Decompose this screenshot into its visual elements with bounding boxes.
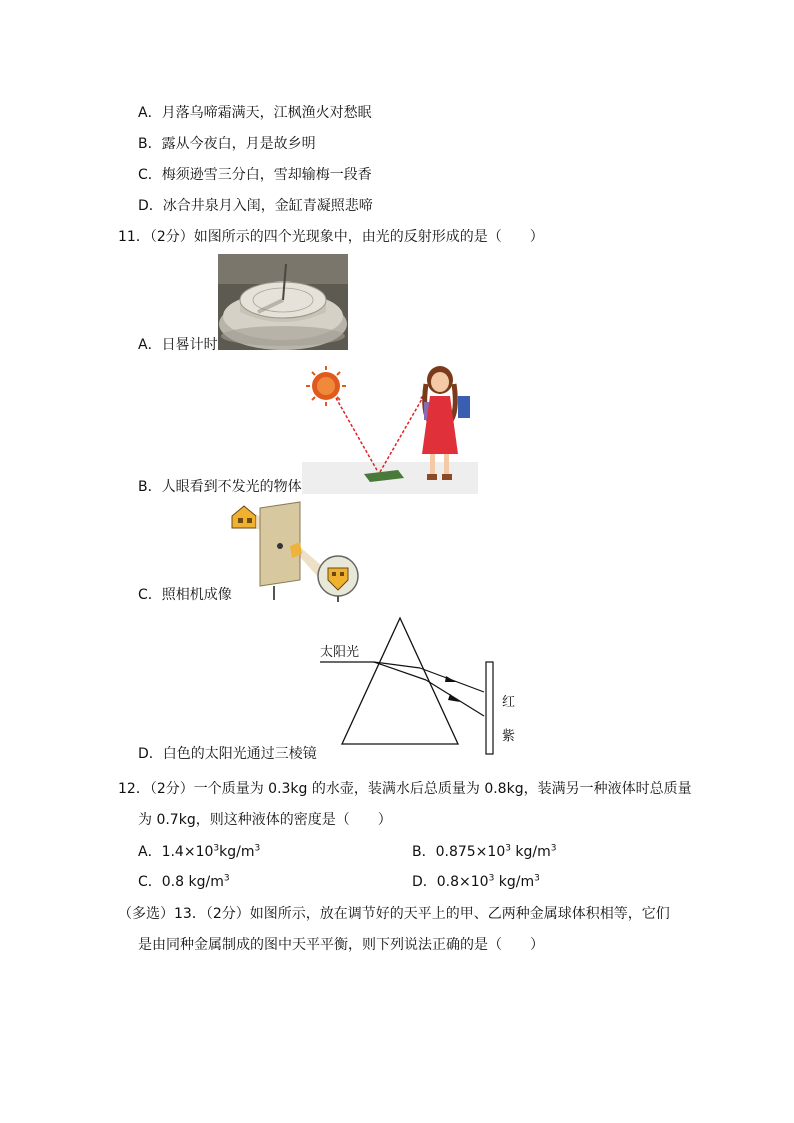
exponent: 3	[223, 873, 230, 884]
q12-option-a	[138, 843, 260, 861]
q11-stem: 11．（2分）如图所示的四个光现象中，由光的反射形成的是（ ）	[118, 229, 544, 245]
prism-figure	[314, 612, 524, 762]
q12-option-d	[412, 873, 540, 891]
exponent: 3	[488, 873, 495, 884]
sunlight-label: 太阳光	[320, 645, 360, 660]
exponent: 3	[213, 843, 220, 854]
q10-option-d: D．冰合井泉月入闺，金缸青凝照悲啼	[138, 198, 373, 214]
unit: kg/m	[510, 844, 551, 860]
sundial-photo	[218, 254, 348, 350]
house-icon	[232, 506, 256, 528]
camera-imaging-figure	[222, 500, 362, 602]
q11-option-a: A．日晷计时	[138, 337, 218, 353]
q12-option-c	[138, 873, 230, 891]
unit-exponent: 3	[550, 843, 557, 854]
q12-stem-line1: 12．（2分）一个质量为 0.3kg 的水壶，装满水后总质量为 0.8kg，装满另一种液体时总质量	[118, 781, 692, 797]
unit: kg/m	[494, 874, 535, 890]
unit-exponent: 3	[534, 873, 540, 884]
q10-option-b: B．露从今夜白，月是故乡明	[138, 136, 316, 152]
reflection-figure	[302, 362, 478, 494]
violet-label: 紫	[502, 729, 516, 744]
option-text: C．0.8 kg/m	[138, 874, 224, 890]
q12-option-b	[412, 843, 557, 861]
q11-option-c: C．照相机成像	[138, 587, 232, 603]
option-text: B．0.875×10	[412, 844, 506, 860]
prism	[342, 618, 458, 744]
q13-stem-line1: （多选）13．（2分）如图所示，放在调节好的天平上的甲、乙两种金属球体积相等，它们	[118, 906, 670, 922]
q10-option-a: A．月落乌啼霜满天，江枫渔火对愁眠	[138, 105, 372, 121]
option-text: D．0.8×10	[412, 874, 489, 890]
screen	[486, 662, 493, 754]
option-text: A．1.4×10	[138, 844, 214, 860]
q12-stem-line2: 为 0.7kg，则这种液体的密度是（ ）	[138, 812, 392, 828]
q11-option-b: B．人眼看到不发光的物体	[138, 479, 302, 495]
q11-option-d: D．白色的太阳光通过三棱镜	[138, 746, 317, 762]
q10-option-c: C．梅须逊雪三分白，雪却输梅一段香	[138, 167, 372, 183]
red-label: 红	[502, 695, 516, 710]
q13-stem-line2: 是由同种金属制成的图中天平平衡，则下列说法正确的是（ ）	[138, 937, 544, 953]
exponent: 3	[505, 843, 511, 854]
unit-exponent: 3	[254, 843, 261, 854]
sun-icon	[306, 366, 346, 406]
unit: kg/m	[219, 844, 255, 860]
